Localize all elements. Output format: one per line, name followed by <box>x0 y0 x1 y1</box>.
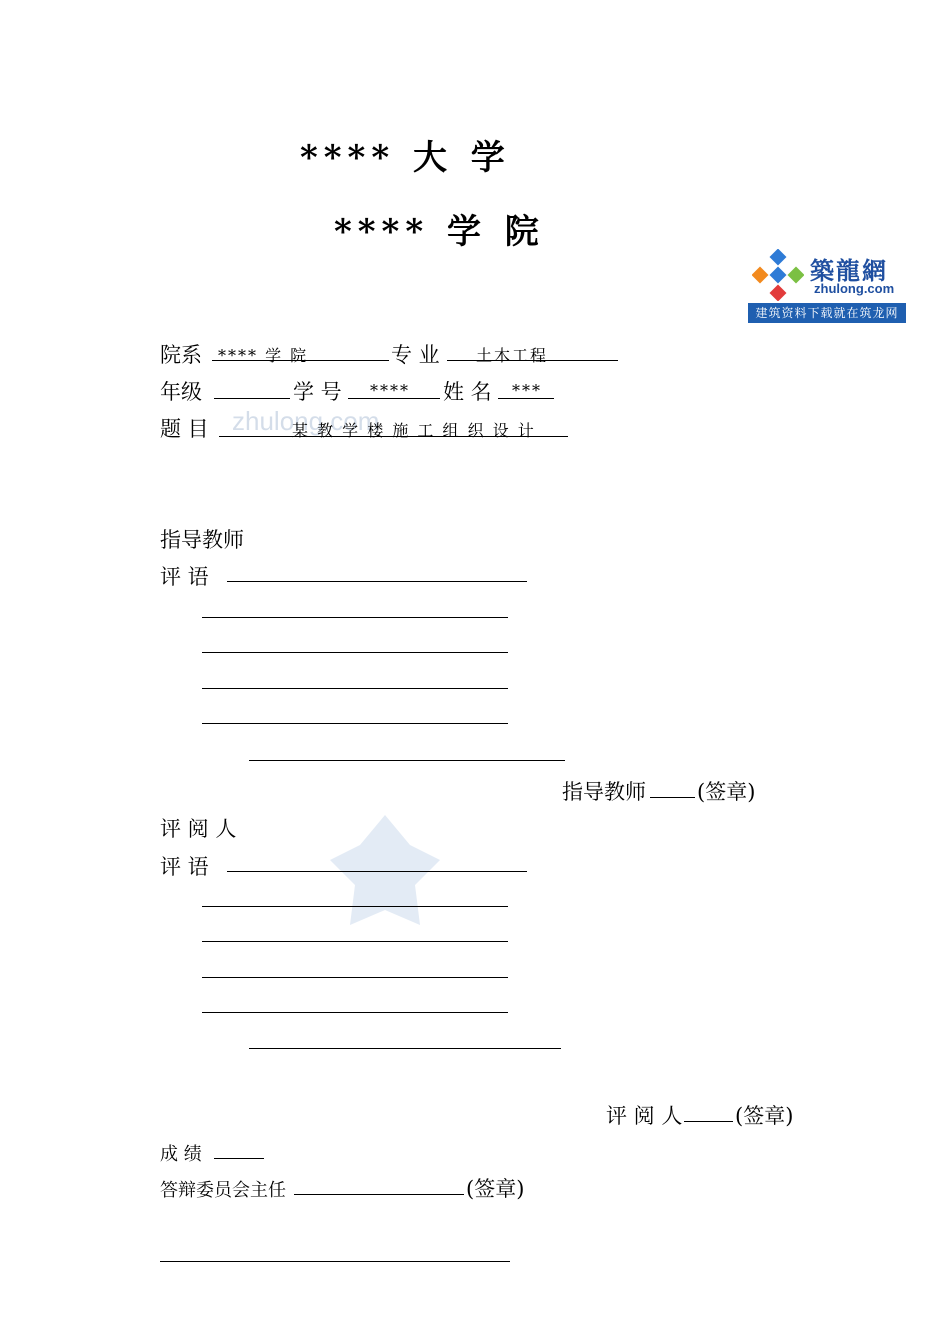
logo-cn-name: 築龍網 <box>810 257 888 285</box>
advisor-comment-line-4 <box>202 688 508 689</box>
chair-line <box>294 1194 464 1195</box>
topic-value: 某 教 学 楼 施 工 组 织 设 计 <box>292 421 536 440</box>
bottom-rule <box>160 1261 510 1262</box>
logo-slogan: 建筑资料下载就在筑龙网 <box>748 303 906 323</box>
chair-seal: (签章) <box>466 1177 525 1201</box>
reviewer-comment-label: 评 语 <box>160 855 209 879</box>
dept-label: 院系 <box>160 343 202 367</box>
reviewer-sign-label: 评 阅 人 <box>606 1104 683 1128</box>
advisor-comment-line-1 <box>227 581 527 582</box>
reviewer-heading: 评 阅 人 <box>160 817 237 841</box>
major-value: 土木工程 <box>476 346 549 365</box>
id-label: 学 号 <box>293 380 342 404</box>
zhulong-logo-icon <box>752 249 804 301</box>
watermark-text: zhulong.com <box>232 406 380 436</box>
topic-label: 题 目 <box>160 417 209 441</box>
score-label: 成 绩 <box>160 1144 202 1165</box>
advisor-heading: 指导教师 <box>160 528 244 552</box>
advisor-seal: (签章) <box>697 780 756 804</box>
reviewer-seal: (签章) <box>735 1104 794 1128</box>
reviewer-comment-line-5 <box>202 1012 508 1013</box>
reviewer-sign-line <box>684 1121 733 1122</box>
university-title: **** 大 学 <box>300 138 511 178</box>
score-line <box>214 1158 264 1159</box>
advisor-sign-line <box>650 797 695 798</box>
zhulong-logo <box>748 245 906 325</box>
grade-underline <box>214 398 290 399</box>
chair-label: 答辩委员会主任 <box>160 1180 286 1201</box>
reviewer-comment-line-3 <box>202 941 508 942</box>
advisor-comment-line-3 <box>202 652 508 653</box>
advisor-sign-label: 指导教师 <box>562 780 646 804</box>
reviewer-comment-line-2 <box>202 906 508 907</box>
name-label: 姓 名 <box>443 380 492 404</box>
grade-label: 年级 <box>160 380 202 404</box>
name-value: *** <box>512 381 542 400</box>
dept-value: **** 学 院 <box>218 346 309 365</box>
advisor-comment-line-5 <box>202 723 508 724</box>
advisor-comment-label: 评 语 <box>160 565 209 589</box>
major-label: 专 业 <box>391 343 440 367</box>
advisor-comment-line-2 <box>202 617 508 618</box>
watermark-logo-icon <box>330 815 440 935</box>
reviewer-comment-line-6 <box>249 1048 561 1049</box>
reviewer-comment-line-4 <box>202 977 508 978</box>
id-value: **** <box>370 381 410 400</box>
reviewer-comment-line-1 <box>227 871 527 872</box>
logo-domain: zhulong.com <box>814 281 895 296</box>
college-title: **** 学 院 <box>334 212 545 252</box>
advisor-comment-line-6 <box>249 760 565 761</box>
